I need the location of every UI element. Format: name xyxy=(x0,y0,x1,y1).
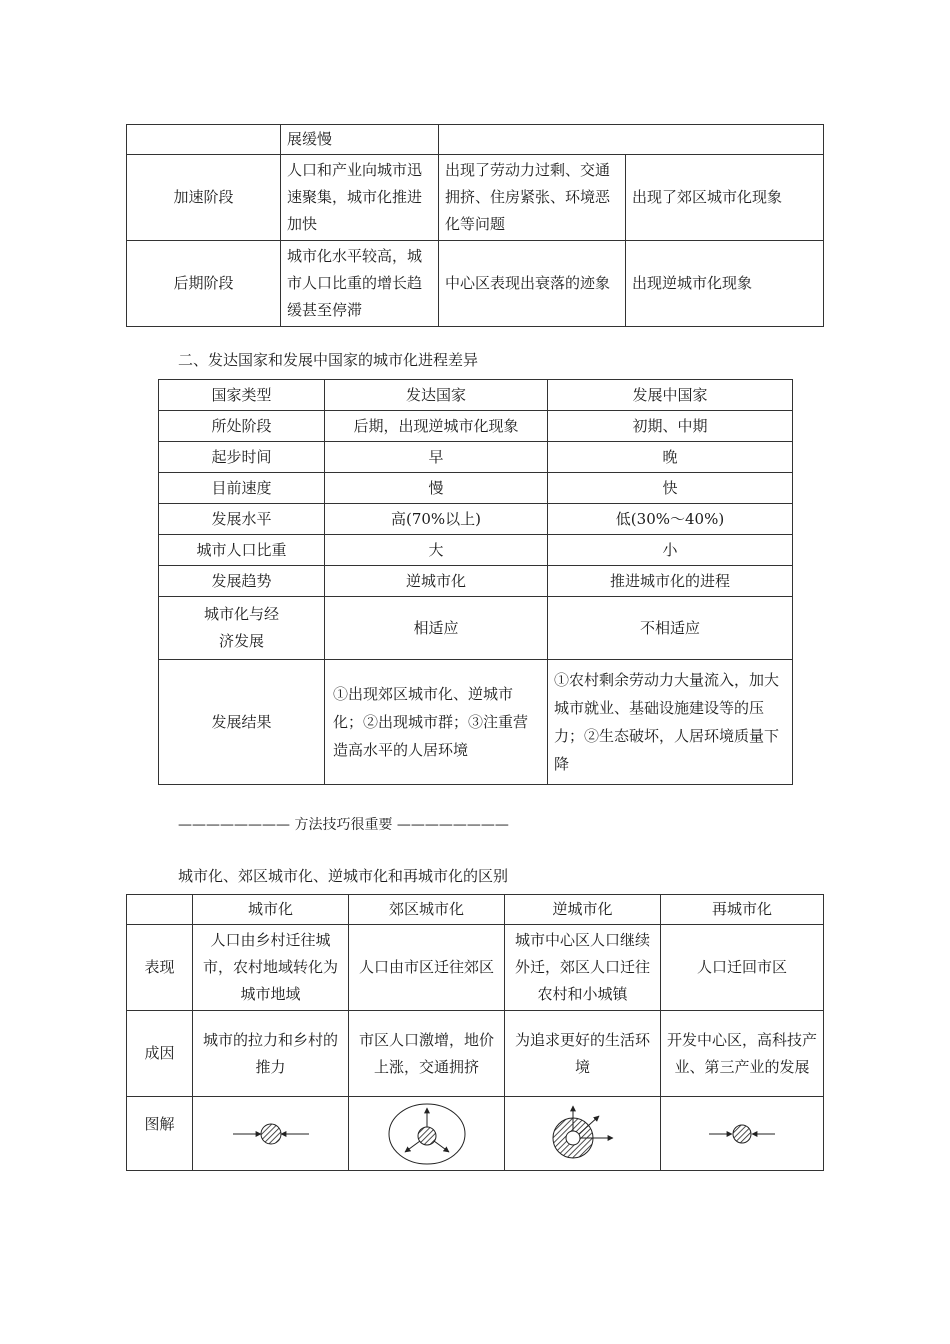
reurbanization-diagram-cell xyxy=(661,1097,824,1171)
stage-cell xyxy=(127,125,281,155)
table-row xyxy=(127,125,824,155)
column-header xyxy=(127,895,193,925)
table-row xyxy=(159,442,793,473)
row-label: 城市人口比重 xyxy=(159,535,325,566)
table-row xyxy=(159,504,793,535)
section-heading: 二、发达国家和发展中国家的城市化进程差异 xyxy=(178,351,479,369)
suburb-ellipse-outward-arrows-icon xyxy=(387,1102,467,1166)
column-header: 郊区城市化 xyxy=(349,895,505,925)
table-row xyxy=(127,1011,824,1097)
column-header: 发展中国家 xyxy=(548,380,793,411)
suburbanization-diagram-cell xyxy=(349,1097,505,1171)
developing-cell: 初期、中期 xyxy=(548,411,793,442)
table-row xyxy=(127,925,824,1011)
developed-cell: 逆城市化 xyxy=(325,566,548,597)
row-label: 城市化与经济发展 xyxy=(159,597,325,660)
column-header: 国家类型 xyxy=(159,380,325,411)
suburbanization-cell: 市区人口激增，地价上涨，交通拥挤 xyxy=(349,1011,505,1097)
table-row xyxy=(159,597,793,660)
column-header: 发达国家 xyxy=(325,380,548,411)
feature-cell: 展缓慢 xyxy=(281,125,439,155)
table-row xyxy=(127,1097,824,1171)
urbanization-cell: 城市的拉力和乡村的推力 xyxy=(193,1011,349,1097)
row-label: 发展趋势 xyxy=(159,566,325,597)
problem-cell: 中心区表现出衰落的迹象 xyxy=(439,241,626,327)
stage-cell: 后期阶段 xyxy=(127,241,281,327)
feature-cell: 城市化水平较高，城市人口比重的增长趋缓甚至停滞 xyxy=(281,241,439,327)
developed-cell: 高(70%以上) xyxy=(325,504,548,535)
table-row xyxy=(159,566,793,597)
counter-urbanization-cell: 为追求更好的生活环境 xyxy=(505,1011,661,1097)
developing-cell: 小 xyxy=(548,535,793,566)
inward-arrows-city-icon xyxy=(231,1119,311,1149)
table-row xyxy=(159,473,793,504)
urbanization-types-table xyxy=(126,894,824,1171)
counter-urbanization-diagram-cell xyxy=(505,1097,661,1171)
column-header: 逆城市化 xyxy=(505,895,661,925)
feature-cell: 人口和产业向城市迅速聚集，城市化推进加快 xyxy=(281,155,439,241)
table-row xyxy=(159,535,793,566)
developing-cell: 晚 xyxy=(548,442,793,473)
developed-cell: 后期，出现逆城市化现象 xyxy=(325,411,548,442)
table-row xyxy=(127,155,824,241)
urbanization-diagram-cell xyxy=(193,1097,349,1171)
developed-cell: 大 xyxy=(325,535,548,566)
reurbanization-cell: 开发中心区，高科技产业、第三产业的发展 xyxy=(661,1011,824,1097)
row-label: 发展结果 xyxy=(159,660,325,785)
developed-cell: 慢 xyxy=(325,473,548,504)
row-label: 表现 xyxy=(127,925,193,1011)
problem-cell xyxy=(439,125,824,155)
suburbanization-cell: 人口由市区迁往郊区 xyxy=(349,925,505,1011)
column-header: 再城市化 xyxy=(661,895,824,925)
urbanization-stage-table xyxy=(126,124,824,327)
row-label: 所处阶段 xyxy=(159,411,325,442)
phenomenon-cell: 出现逆城市化现象 xyxy=(626,241,824,327)
stage-cell: 加速阶段 xyxy=(127,155,281,241)
country-comparison-table xyxy=(158,379,793,785)
table-header-row xyxy=(159,380,793,411)
developing-cell: ①农村剩余劳动力大量流入，加大城市就业、基础设施建设等的压力；②生态破坏，人居环境质量下降 xyxy=(548,660,793,785)
column-header: 城市化 xyxy=(193,895,349,925)
table-row xyxy=(159,411,793,442)
table-row xyxy=(159,660,793,785)
reurbanization-cell: 人口迁回市区 xyxy=(661,925,824,1011)
problem-cell: 出现了劳动力过剩、交通拥挤、住房紧张、环境恶化等问题 xyxy=(439,155,626,241)
method-divider: ———————— 方法技巧很重要 ———————— xyxy=(178,817,509,833)
ring-outward-arrows-icon xyxy=(543,1102,623,1166)
developing-cell: 不相适应 xyxy=(548,597,793,660)
row-label: 图解 xyxy=(127,1097,193,1171)
row-label: 目前速度 xyxy=(159,473,325,504)
urbanization-cell: 人口由乡村迁往城市，农村地域转化为城市地域 xyxy=(193,925,349,1011)
return-arrows-city-icon xyxy=(707,1119,777,1149)
row-label: 成因 xyxy=(127,1011,193,1097)
row-label: 起步时间 xyxy=(159,442,325,473)
developed-cell: 相适应 xyxy=(325,597,548,660)
developing-cell: 低(30%～40%) xyxy=(548,504,793,535)
table-row xyxy=(127,241,824,327)
developed-cell: ①出现郊区城市化、逆城市化；②出现城市群；③注重营造高水平的人居环境 xyxy=(325,660,548,785)
developing-cell: 推进城市化的进程 xyxy=(548,566,793,597)
developing-cell: 快 xyxy=(548,473,793,504)
section-heading: 城市化、郊区城市化、逆城市化和再城市化的区别 xyxy=(178,867,509,885)
developed-cell: 早 xyxy=(325,442,548,473)
table-header-row xyxy=(127,895,824,925)
row-label: 发展水平 xyxy=(159,504,325,535)
phenomenon-cell: 出现了郊区城市化现象 xyxy=(626,155,824,241)
counter-urbanization-cell: 城市中心区人口继续外迁，郊区人口迁往农村和小城镇 xyxy=(505,925,661,1011)
